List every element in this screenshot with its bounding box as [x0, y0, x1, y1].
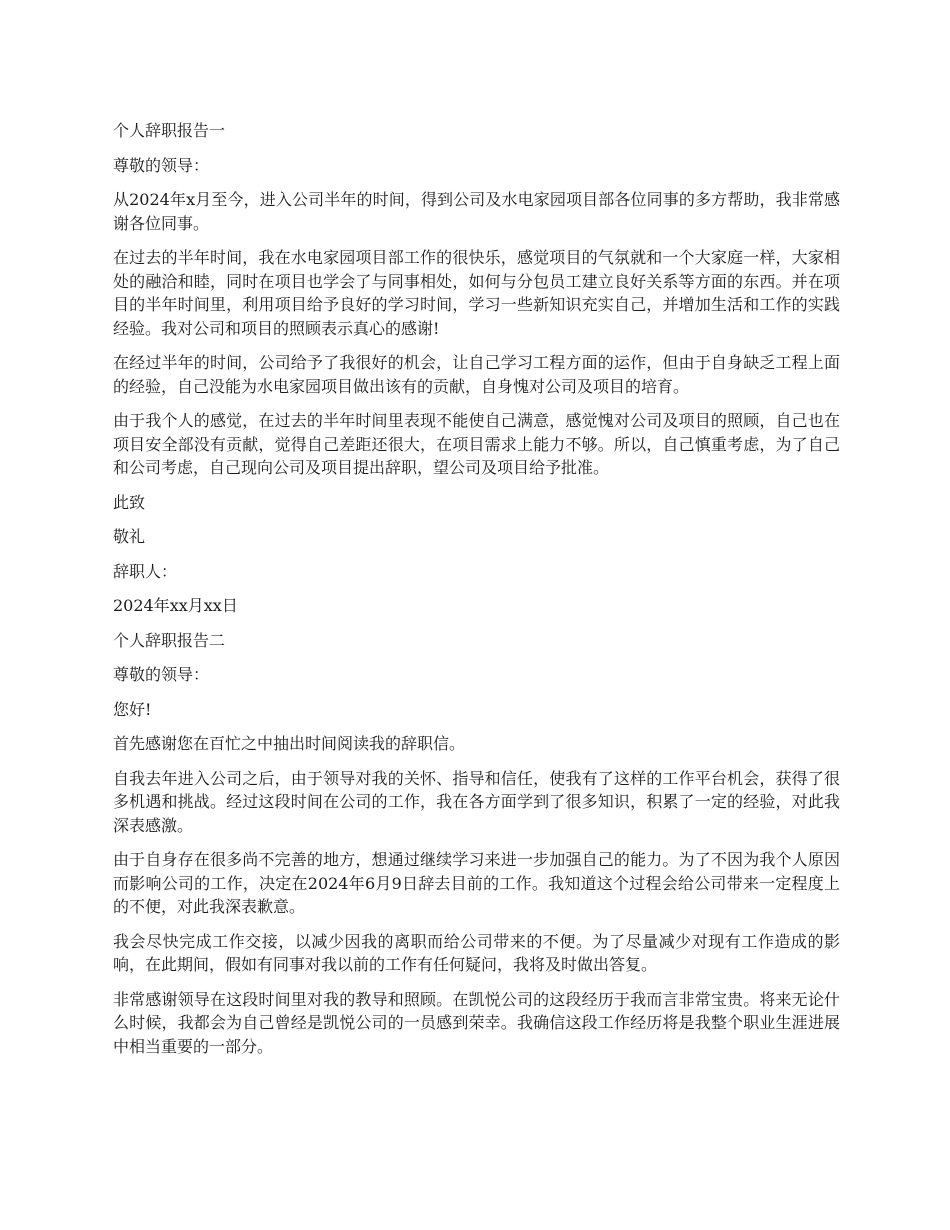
salutation-2: 尊敬的领导： [113, 665, 210, 684]
paragraph: 首先感谢您在百忙之中抽出时间阅读我的辞职信。 [113, 734, 466, 753]
paragraph: 由于我个人的感觉，在过去的半年时间里表现不能使自己满意，感觉愧对公司及项目的照顾，自己也在项目安全部没有贡献，觉得自己差距还很大，在项目需求上能力不够。所以，自己慎重考虑，为了自己和公司考虑，自己现向公司及项目提出辞职，望公司及项目给予批准。 [113, 411, 840, 477]
greeting: 您好! [113, 699, 152, 719]
document-title-2: 个人辞职报告二 [113, 630, 226, 650]
document-page [113, 119, 840, 1069]
paragraph: 非常感谢领导在这段时间里对我的教导和照顾。在凯悦公司的这段经历于我而言非常宝贵。将来无论什么时候，我都会为自己曾经是凯悦公司的一员感到荣幸。我确信这段工作经历将是我整个职业生涯进展中相当重要的一部分。 [113, 989, 840, 1056]
paragraph: 由于自身存在很多尚不完善的地方，想通过继续学习来进一步加强自己的能力。为了不因为我个人原因而影响公司的工作，决定在2024年6月9日辞去目前的工作。我知道这个过程会给公司带来一定程度上的不便，对此我深表歉意。 [113, 850, 840, 916]
paragraph: 从2024年x月至今，进入公司半年的时间，得到公司及水电家园项目部各位同事的多方帮助，我非常感谢各位同事。 [113, 190, 840, 233]
document-title-1: 个人辞职报告一 [113, 121, 226, 140]
closing-ci-zhi: 此致 [113, 492, 146, 512]
paragraph: 在经过半年的时间，公司给予了我很好的机会，让自己学习工程方面的运作，但由于自身缺乏工程上面的经验，自己没能为水电家园项目做出该有的贡献，自身愧对公司及项目的培育。 [113, 353, 840, 396]
paragraph: 在过去的半年时间，我在水电家园项目部工作的很快乐，感觉项目的气氛就和一个大家庭一样，大家相处的融洽和睦，同时在项目也学会了与同事相处，如何与分包员工建立良好关系等方面的东西。并在项目的半年时间里，利用项目给予良好的学习时间，学习一些新知识充实自己，并增加生活和工作的实践经验。我对公司和项目的照顾表示真心的感谢! [113, 248, 840, 338]
closing-jing-li: 敬礼 [113, 527, 146, 546]
signature-date: 2024年xx月xx日 [113, 596, 238, 615]
salutation-1: 尊敬的领导： [113, 155, 210, 175]
signature-label: 辞职人： [113, 561, 178, 581]
paragraph: 我会尽快完成工作交接，以减少因我的离职而给公司带来的不便。为了尽量减少对现有工作造成的影响，在此期间，假如有同事对我以前的工作有任何疑问，我将及时做出答复。 [113, 931, 840, 974]
paragraph: 自我去年进入公司之后，由于领导对我的关怀、指导和信任，使我有了这样的工作平台机会，获得了很多机遇和挑战。经过这段时间在公司的工作，我在各方面学到了很多知识，积累了一定的经验，对此我深表感激。 [113, 768, 840, 835]
